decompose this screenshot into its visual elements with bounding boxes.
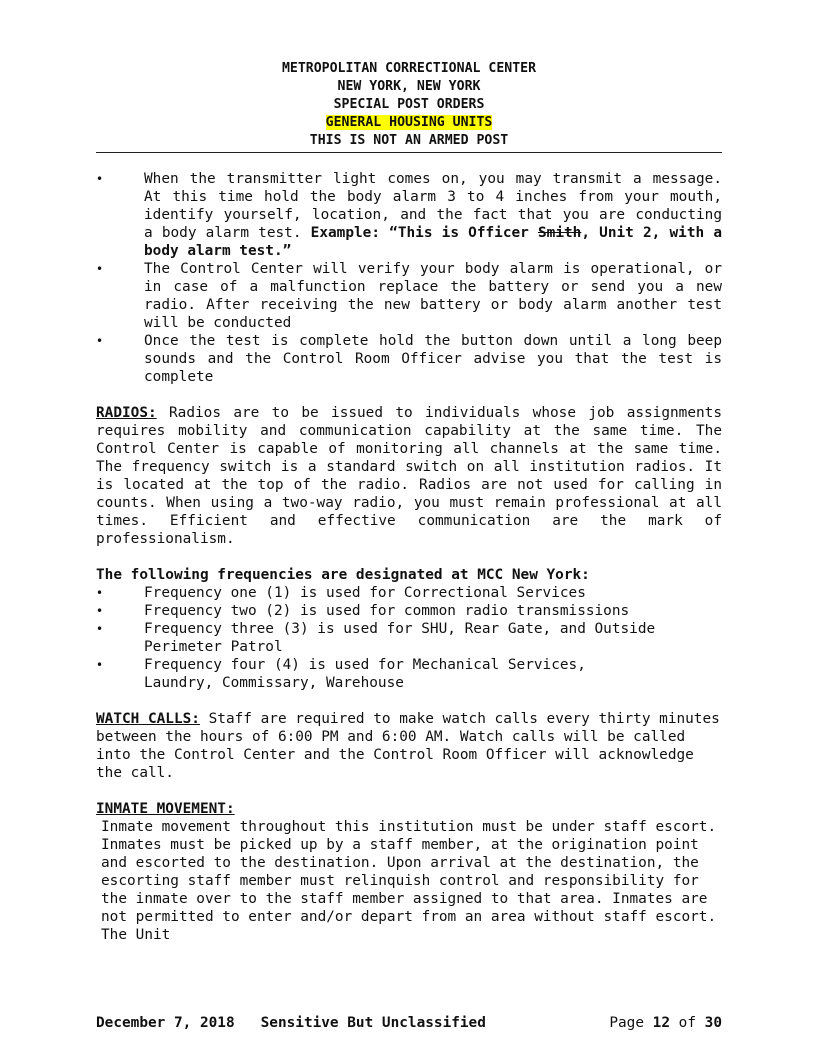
header-line-2: NEW YORK, NEW YORK: [337, 79, 481, 94]
list-item: [96, 602, 722, 620]
frequency-text: Frequency two (2) is used for common radio transmissions: [144, 603, 630, 619]
list-item: [96, 584, 722, 602]
page-number: Page 12 of 30: [609, 1015, 722, 1031]
watch-calls-heading: WATCH CALLS:: [96, 711, 200, 727]
page-footer: [96, 1014, 722, 1032]
bullet-icon: •: [96, 586, 104, 600]
header-divider: [96, 152, 722, 153]
inmate-movement-text: Inmate movement throughout this institution must be under staff escort. Inmates must be picked up by a staff member, at the origination point and escorted to the destination. Upon arrival at the destination, the escorting staff member must relinquish control and responsibility for the inmate over to the staff member assigned to that area. Inmates are not permitted to enter and/or depart from an area without staff escort. The Unit: [101, 819, 717, 943]
example-text: Example: “This is Officer: [310, 225, 538, 241]
header-line-1: METROPOLITAN CORRECTIONAL CENTER: [281, 61, 537, 76]
list-item: [96, 620, 722, 656]
inmate-movement-heading: INMATE MOVEMENT:: [96, 801, 235, 817]
header-line-4: [96, 114, 722, 132]
frequency-list: [96, 584, 722, 692]
document-body: [96, 170, 722, 944]
bullet-icon: •: [96, 604, 104, 618]
highlighted-post-title: GENERAL HOUSING UNITS: [325, 115, 493, 130]
radios-paragraph: [96, 404, 722, 548]
radios-heading: RADIOS:: [96, 405, 157, 421]
footer-classification: Sensitive But Unclassified: [260, 1015, 486, 1031]
bullet-icon: •: [96, 658, 104, 672]
watch-calls-text: Staff are required to make watch calls every thirty minutes between the hours of 6:00 PM and 6:00 AM. Watch calls will be called into the Control Center and the Control Room Officer will acknowledge the call.: [96, 711, 720, 781]
watch-calls-paragraph: [96, 710, 722, 782]
struck-name: Smith: [538, 225, 582, 241]
footer-date: December 7, 2018: [96, 1015, 235, 1031]
bullet-icon: •: [96, 262, 104, 276]
list-item: [96, 656, 722, 692]
frequency-text: Frequency four (4) is used for Mechanical Services, Laundry, Commissary, Warehouse: [144, 657, 586, 691]
frequencies-heading: The following frequencies are designated at MCC New York:: [96, 567, 590, 583]
frequency-text: Frequency three (3) is used for SHU, Rear Gate, and Outside Perimeter Patrol: [144, 621, 656, 655]
radios-text: Radios are to be issued to individuals whose job assignments requires mobility and communication capability at the same time. The Control Center is capable of monitoring all channels at the same time. The frequency switch is a standard switch on all institution radios. It is located at the top of the radio. Radios are not used for calling in counts. When using a two-way radio, you must remain professional at all times. Efficient and effective communication are the mark of professionalism.: [96, 405, 722, 547]
list-item: [96, 170, 722, 260]
frequency-text: Frequency one (1) is used for Correctional Services: [144, 585, 586, 601]
bullet-icon: •: [96, 622, 104, 636]
list-item-text: Once the test is complete hold the button down until a long beep sounds and the Control Room Officer advise you that the test is complete: [144, 333, 722, 385]
list-item: [96, 260, 722, 332]
header-line-3: SPECIAL POST ORDERS: [333, 97, 485, 112]
list-item-text: When the transmitter light comes on, you may transmit a message. At this time hold the body alarm 3 to 4 inches from your mouth, identify yourself, location, and the fact that you are conducting a body alarm test.: [144, 171, 722, 241]
bullet-icon: •: [96, 334, 104, 348]
body-alarm-test-list: [96, 170, 722, 386]
list-item: [96, 332, 722, 386]
post-orders-header: [96, 60, 722, 150]
bullet-icon: •: [96, 172, 104, 186]
header-line-5: THIS IS NOT AN ARMED POST: [309, 133, 509, 148]
example-text-end: , Unit 2, with a body alarm test.”: [144, 225, 723, 259]
list-item-text: The Control Center will verify your body alarm is operational, or in case of a malfunction replace the battery or send you a new radio. After receiving the new battery or body alarm another test will be conducted: [144, 261, 722, 331]
